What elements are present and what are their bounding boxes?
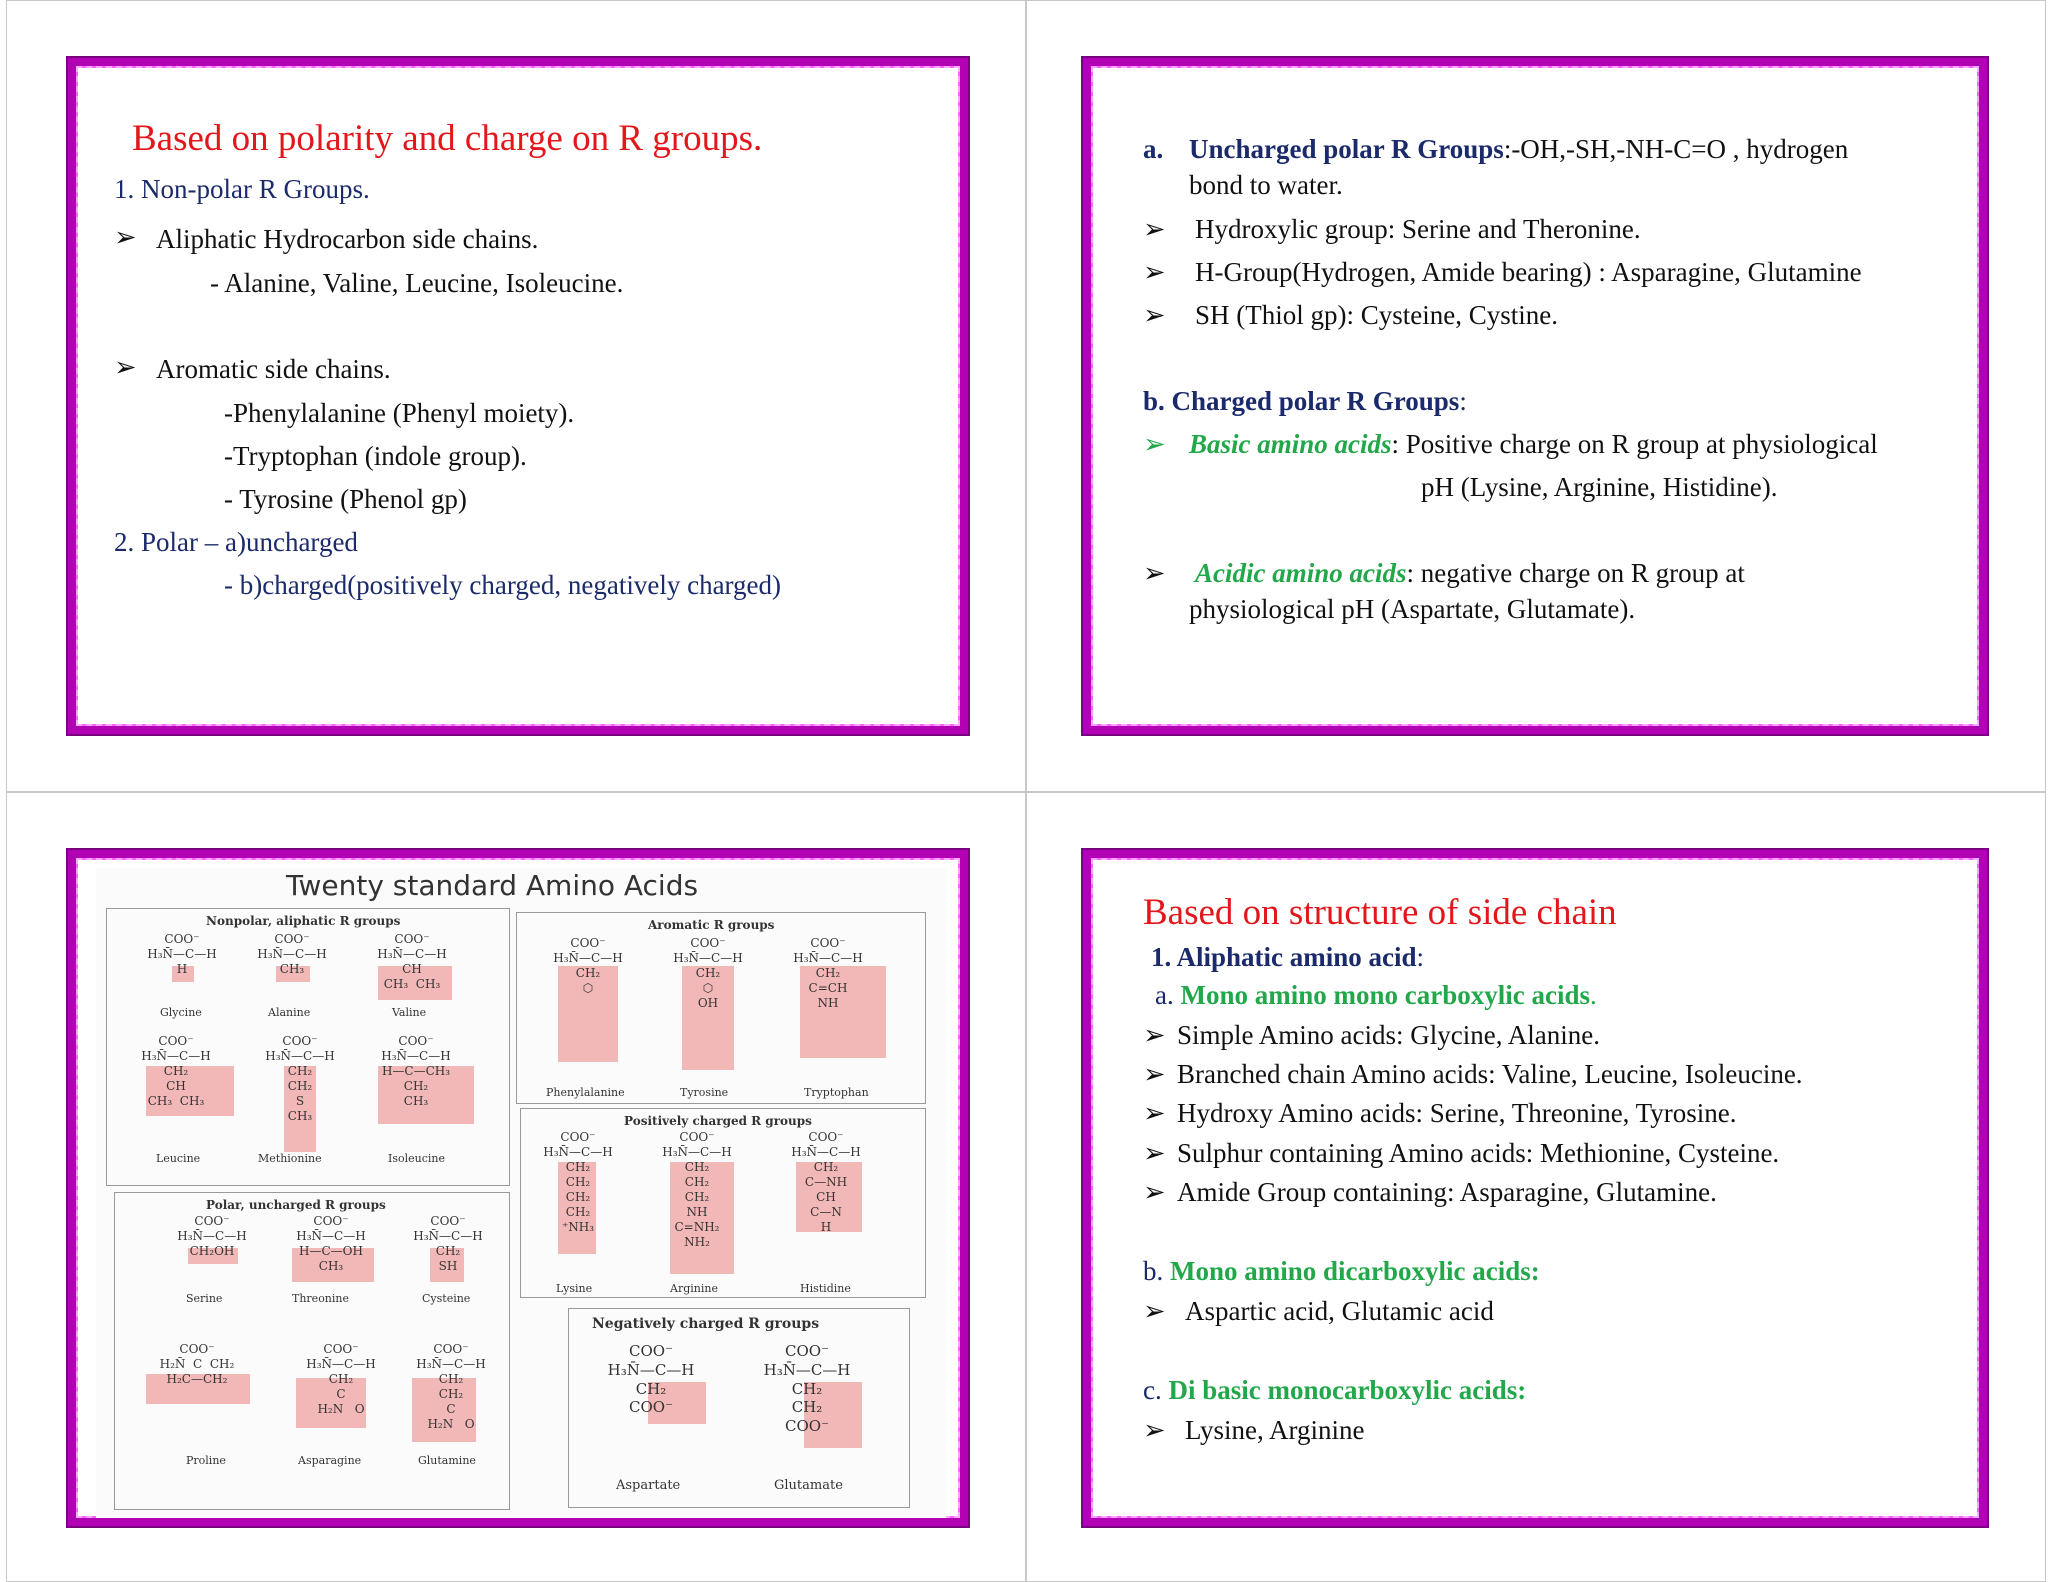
slide-amino-acid-structures: [68, 850, 968, 1526]
structure-proline: COO⁻ H₂N̄ C CH₂ H₂C—CH₂: [159, 1342, 235, 1386]
structure-cysteine: COO⁻ H₃N̄—C—H CH₂ SH: [413, 1214, 483, 1273]
structure-arginine: COO⁻ H₃N̄—C—H CH₂ CH₂ CH₂ NH C=NH₂ NH₂: [662, 1130, 732, 1249]
uncharged-heading: Uncharged polar R Groups: [1189, 134, 1504, 164]
structure-lysine: COO⁻ H₃N̄—C—H CH₂ CH₂ CH₂ CH₂ ⁺NH₃: [543, 1130, 613, 1234]
list-item-branched: Branched chain Amino acids: Valine, Leucine, Isoleucine.: [1177, 1059, 1803, 1089]
structure-isoleucine: COO⁻ H₃N̄—C—H H—C—CH₃ CH₂ CH₃: [381, 1034, 451, 1108]
acidic-rest-2: physiological pH (Aspartate, Glutamate).: [1189, 594, 1636, 624]
list-item-lysine: Lysine, Arginine: [1185, 1415, 1365, 1445]
charged-heading-colon: :: [1459, 386, 1467, 416]
structure-tryptophan: COO⁻ H₃N̄—C—H CH₂ C=CH NH: [793, 936, 863, 1010]
bullet-icon: ➢: [1143, 1020, 1166, 1050]
structure-leucine: COO⁻ H₃N̄—C—H CH₂ CH CH₃ CH₃: [141, 1034, 211, 1108]
dicarboxylic-prefix: b.: [1143, 1256, 1170, 1286]
structure-glycine: COO⁻ H₃N̄—C—H H: [147, 932, 217, 976]
list-item-amide: Amide Group containing: Asparagine, Glutamine.: [1177, 1177, 1717, 1207]
aliphatic-heading: 1. Aliphatic amino acid: [1151, 942, 1417, 972]
label-glutamate: Glutamate: [774, 1478, 843, 1493]
list-item-aromatic-1: -Phenylalanine (Phenyl moiety).: [224, 398, 575, 428]
structure-threonine: COO⁻ H₃N̄—C—H H—C—OH CH₃: [296, 1214, 366, 1273]
structure-aspartate: COO⁻ H₃N̄—C—H CH₂ COO⁻: [607, 1342, 695, 1417]
slide-polar-groups: [1083, 58, 1987, 734]
slide-title: Based on polarity and charge on R groups.: [132, 118, 763, 159]
group-heading-nonpolar: Nonpolar, aliphatic R groups: [206, 914, 401, 928]
bullet-icon: ➢: [1143, 1098, 1166, 1128]
list-item-aspartic: Aspartic acid, Glutamic acid: [1185, 1296, 1494, 1326]
mono-mono-prefix: a.: [1155, 980, 1181, 1010]
list-item-aromatic-2: -Tryptophan (indole group).: [224, 441, 527, 471]
label-arginine: Arginine: [670, 1282, 718, 1295]
list-item-aromatic-3: - Tyrosine (Phenol gp): [224, 484, 467, 514]
label-valine: Valine: [392, 1006, 427, 1019]
bullet-icon: ➢: [1143, 257, 1166, 287]
mono-mono-heading: Mono amino mono carboxylic acids: [1180, 980, 1590, 1010]
structure-tyrosine: COO⁻ H₃N̄—C—H CH₂ ⬡ OH: [673, 936, 743, 1010]
label-cysteine: Cysteine: [422, 1292, 471, 1305]
mono-mono-heading-line: [1155, 980, 1597, 1011]
figure-title: Twenty standard Amino Acids: [286, 869, 699, 902]
structure-asparagine: COO⁻ H₃N̄—C—H CH₂ C H₂N O: [306, 1342, 376, 1416]
label-phenylalanine: Phenylalanine: [546, 1086, 625, 1099]
list-item-sulphur: Sulphur containing Amino acids: Methionine, Cysteine.: [1177, 1138, 1780, 1168]
uncharged-heading-line: [1189, 134, 1848, 165]
group-heading-negative: Negatively charged R groups: [592, 1316, 820, 1332]
charged-heading: b. Charged polar R Groups: [1143, 386, 1460, 416]
bullet-icon: ➢: [1143, 558, 1166, 588]
acidic-line: [1195, 558, 1745, 589]
structure-serine: COO⁻ H₃N̄—C—H CH₂OH: [177, 1214, 247, 1258]
basic-heading: Basic amino acids: [1189, 429, 1392, 459]
group-heading-aromatic: Aromatic R groups: [648, 918, 775, 932]
list-item-simple: Simple Amino acids: Glycine, Alanine.: [1177, 1020, 1600, 1050]
label-tryptophan: Tryptophan: [804, 1086, 869, 1099]
list-item-hydroxylic: Hydroxylic group: Serine and Theronine.: [1195, 214, 1641, 244]
bullet-icon: ➢: [114, 352, 137, 382]
slide-polarity: [68, 58, 968, 734]
dibasic-heading-line: [1143, 1375, 1526, 1406]
bullet-icon: ➢: [1143, 1296, 1166, 1326]
label-asparagine: Asparagine: [298, 1454, 362, 1467]
aliphatic-heading-line: [1151, 942, 1424, 973]
dibasic-heading: Di basic monocarboxylic acids:: [1168, 1375, 1527, 1405]
bullet-icon: ➢: [1143, 1059, 1166, 1089]
label-lysine: Lysine: [556, 1282, 593, 1295]
structure-methionine: COO⁻ H₃N̄—C—H CH₂ CH₂ S CH₃: [265, 1034, 335, 1123]
label-methionine: Methionine: [258, 1152, 322, 1165]
list-item-polar: 2. Polar – a)uncharged: [114, 527, 358, 557]
dibasic-prefix: c.: [1143, 1375, 1169, 1405]
label-a: a.: [1143, 134, 1164, 164]
dicarboxylic-heading: Mono amino dicarboxylic acids:: [1170, 1256, 1540, 1286]
bullet-icon: ➢: [1143, 1177, 1166, 1207]
label-isoleucine: Isoleucine: [388, 1152, 445, 1165]
uncharged-heading-rest-2: bond to water.: [1189, 170, 1343, 200]
basic-line: [1189, 429, 1878, 460]
list-item-aliphatic-examples: - Alanine, Valine, Leucine, Isoleucine.: [210, 268, 624, 298]
list-item-aromatic: Aromatic side chains.: [156, 354, 391, 384]
list-item-hydroxy: Hydroxy Amino acids: Serine, Threonine, Tyrosine.: [1177, 1098, 1737, 1128]
label-alanine: Alanine: [268, 1006, 311, 1019]
label-aspartate: Aspartate: [616, 1478, 681, 1493]
structures-figure: [96, 868, 946, 1518]
list-item-thiol: SH (Thiol gp): Cysteine, Cystine.: [1195, 300, 1558, 330]
label-threonine: Threonine: [292, 1292, 350, 1305]
uncharged-heading-rest: :-OH,-SH,-NH-C=O , hydrogen: [1503, 134, 1849, 164]
group-heading-positive: Positively charged R groups: [624, 1114, 812, 1128]
label-proline: Proline: [186, 1454, 226, 1467]
basic-rest-2: pH (Lysine, Arginine, Histidine).: [1421, 472, 1778, 502]
list-item-h-group: H-Group(Hydrogen, Amide bearing) : Asparagine, Glutamine: [1195, 257, 1862, 287]
label-leucine: Leucine: [156, 1152, 201, 1165]
label-glutamine: Glutamine: [418, 1454, 476, 1467]
list-item-aliphatic: Aliphatic Hydrocarbon side chains.: [156, 224, 539, 254]
mono-mono-dot: .: [1589, 980, 1597, 1010]
bullet-icon: ➢: [1143, 1138, 1166, 1168]
label-histidine: Histidine: [800, 1282, 851, 1295]
structure-histidine: COO⁻ H₃N̄—C—H CH₂ C—NH CH C—N H: [791, 1130, 861, 1234]
label-serine: Serine: [186, 1292, 223, 1305]
label-tyrosine: Tyrosine: [680, 1086, 729, 1099]
label-glycine: Glycine: [160, 1006, 202, 1019]
list-item-nonpolar: 1. Non-polar R Groups.: [114, 174, 370, 204]
list-item-polar-charged: - b)charged(positively charged, negatively charged): [224, 570, 782, 600]
slide-title: Based on structure of side chain: [1143, 892, 1617, 933]
basic-rest: : Positive charge on R group at physiological: [1391, 429, 1878, 459]
structure-alanine: COO⁻ H₃N̄—C—H CH₃: [257, 932, 327, 976]
group-heading-polar: Polar, uncharged R groups: [206, 1198, 386, 1212]
bullet-icon: ➢: [1143, 214, 1166, 244]
structure-glutamate: COO⁻ H₃N̄—C—H CH₂ CH₂ COO⁻: [763, 1342, 851, 1435]
bullet-icon: ➢: [1143, 1415, 1166, 1445]
bullet-icon: ➢: [1143, 300, 1166, 330]
structure-glutamine: COO⁻ H₃N̄—C—H CH₂ CH₂ C H₂N O: [416, 1342, 486, 1431]
structure-valine: COO⁻ H₃N̄—C—H CH CH₃ CH₃: [377, 932, 447, 991]
slide-side-chain-structure: [1083, 850, 1987, 1526]
bullet-icon: ➢: [114, 222, 137, 252]
dicarboxylic-heading-line: [1143, 1256, 1540, 1287]
acidic-rest: : negative charge on R group at: [1406, 558, 1745, 588]
bullet-icon: ➢: [1143, 429, 1166, 459]
acidic-heading: Acidic amino acids: [1195, 558, 1407, 588]
aliphatic-heading-colon: :: [1416, 942, 1425, 972]
structure-phenylalanine: COO⁻ H₃N̄—C—H CH₂ ⬡: [553, 936, 623, 995]
charged-heading-line: [1143, 386, 1467, 417]
